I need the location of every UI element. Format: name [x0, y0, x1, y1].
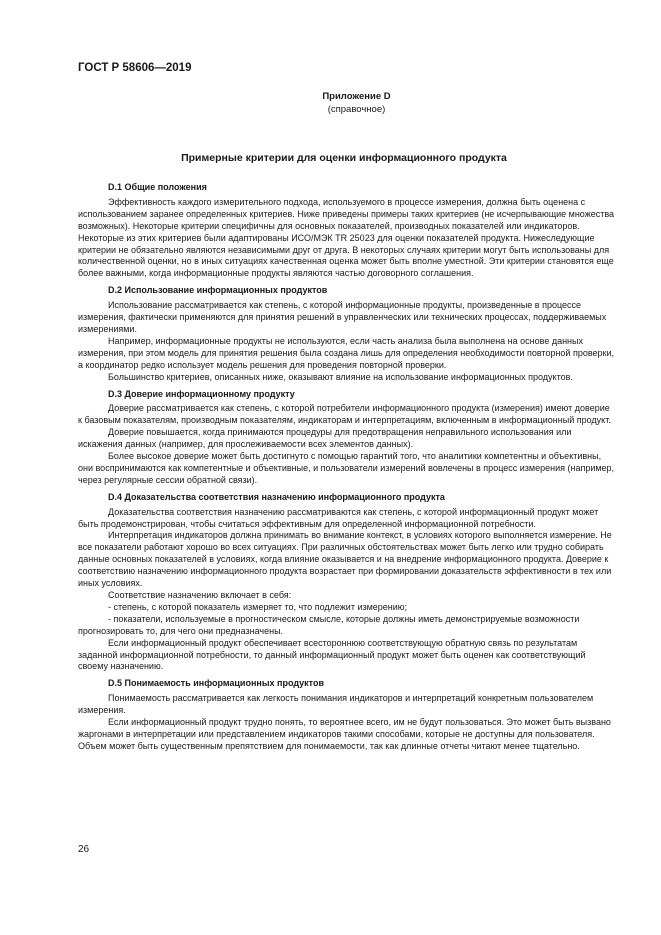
paragraph: Соответствие назначению включает в себя: [108, 590, 292, 600]
section-heading: D.1 Общие положения [108, 182, 207, 192]
paragraph: Интерпретация индикаторов должна принимать во внимание контекст, в условиях которого выполняется измерение. Не все показатели работают хорошо во всех ситуациях. При различных обстоятельствах может быть легко или трудно собирать данные основных показателей в условиях, когда влияние оказывается и на внедрение информационного продукта. Доверие к соответствию назначению информационного продукта возрастает при формировании доказательств эффективности в тех или иных условиях. [78, 530, 612, 589]
section-heading: D.4 Доказательства соответствия назначению информационного продукта [108, 491, 445, 502]
appendix-type: (справочное) [327, 104, 386, 115]
standard-header: ГОСТ Р 58606—2019 [78, 62, 192, 74]
paragraph: Например, информационные продукты не используются, если часть анализа была выполнена на основе данных измерения, при этом модель для принятия решения была создана лишь для определения необходимости повторной проверки, а координатор редко использует модель решения для проведения повторной проверки. [78, 335, 614, 370]
paragraph: Понимаемость рассматривается как легкость понимания индикаторов и интерпретаций конкретным пользователем измерения. [78, 693, 594, 716]
paragraph: Если информационный продукт трудно понять, то вероятнее всего, им не будут пользоваться. Это может быть вызвано жаргонами в интерпретации или представлением индикаторов такими способами, которые не доступны для пользователя. Объем может быть существенным препятствием для понимаемости, так как длинные отчеты читают менее тщательно. [78, 717, 611, 751]
page-number: 26 [78, 844, 90, 855]
paragraph: Доказательства соответствия назначению рассматриваются как степень, с которой информационный продукт может быть продемонстрирован, чтобы считаться эффективным для определенной информационной потребности. [78, 506, 599, 529]
section-d2 [78, 285, 616, 383]
section-heading: D.3 Доверие информационному продукту [108, 388, 295, 399]
section-d3 [78, 389, 616, 487]
document-title: Примерные критерии для оценки информационного продукта [181, 152, 507, 164]
document-body [78, 182, 616, 753]
paragraph: Большинство критериев, описанных ниже, оказывают влияние на использование информационных продуктов. [108, 371, 573, 382]
paragraph: Использование рассматривается как степень, с которой информационные продукты, произведенные в процессе измерения, фактически применяются для принятия решений в управленческих или технических процессах, поддерживаемых измерениями. [78, 300, 607, 334]
section-heading: D.2 Использование информационных продуктов [108, 285, 328, 296]
section-d1 [78, 182, 616, 280]
section-heading: D.5 Понимаемость информационных продуктов [108, 678, 324, 689]
paragraph: Более высокое доверие может быть достигнуто с помощью гарантий того, что аналитики компетентны и объективны, они воспринимаются как компетентные и объективные, и пользователи измерений вовлечены в процесс измерения (например, через регулярные сессии обратной связи). [78, 451, 615, 485]
appendix-label: Приложение D [322, 91, 391, 102]
paragraph: Если информационный продукт обеспечивает всестороннюю соответствующую обратную связь по результатам заданной информационной потребности, то данный информационный продукт может быть оценен как соответствующий своему назначению. [78, 637, 586, 672]
appendix-heading [0, 90, 661, 116]
list-item: - показатели, используемые в прогностическом смысле, которые должны иметь демонстрируемые возможности прогнозировать то, для чего они предназначены. [78, 613, 580, 636]
paragraph: Доверие повышается, когда принимаются процедуры для предотвращения неправильного использования или искажения данных (например, для прослеживаемости всех элементов данных). [78, 427, 572, 450]
paragraph: Эффективность каждого измерительного подхода, используемого в процессе измерения, должна быть оценена с использованием заранее определенных критериев. Ниже приведены примеры таких критериев (не исчерпывающие множества возможных). Некоторые критерии специфичны для основных показателей, производных показателей или индикаторов. Некоторые из этих критериев были адаптированы ИСО/МЭК TR 25023 для оценки показателей продукта. Нижеследующие критерии не обязательно являются независимыми друг от друга. В некоторых случаях критерии могут быть использованы для количественной оценки, но в иных ситуациях качественная оценка может быть вполне уместной. Эти критерии становятся еще более важными, когда информационные продукты являются частью договорного соглашения. [78, 196, 615, 279]
list-item: - степень, с которой показатель измеряет то, что подлежит измерению; [108, 601, 408, 612]
section-d4 [78, 492, 616, 674]
section-d5 [78, 678, 616, 752]
paragraph: Доверие рассматривается как степень, с которой потребители информационного продукта (измерения) имеют доверие к базовым показателям, производным показателям, индикаторам и интерпретациям, включенным в информационный продукт. [78, 403, 611, 426]
